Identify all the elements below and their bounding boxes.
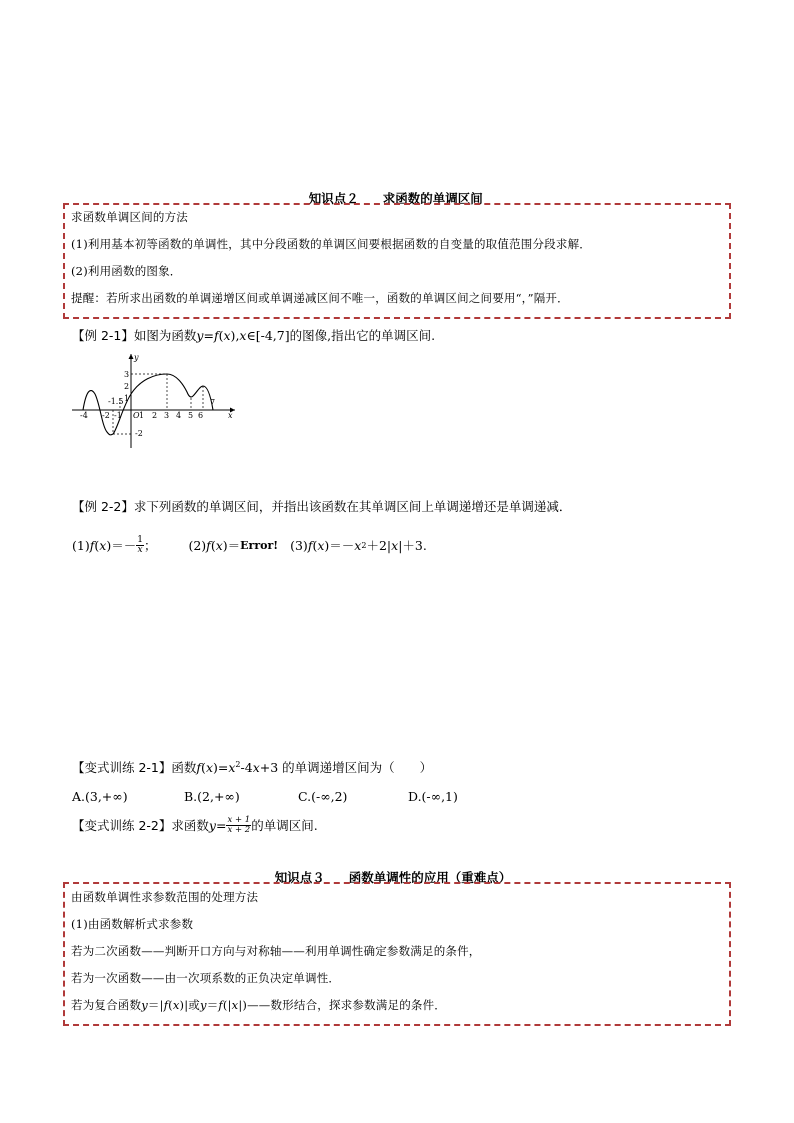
y-tick: 3 (124, 370, 130, 379)
y-axis-arrow (129, 354, 134, 359)
box-line: 求函数单调区间的方法 (71, 210, 188, 224)
x-tick: 7 (210, 398, 216, 407)
variant-tag: 【变式训练 2-1】 (72, 760, 172, 775)
x-tick: 1 (139, 411, 145, 420)
x-tick: 2 (152, 411, 158, 420)
x-tick: 5 (188, 411, 194, 420)
error-text: Error! (240, 538, 279, 552)
x-tick: 6 (198, 411, 204, 420)
y-tick: 2 (124, 382, 130, 391)
example-tag: 【例 2-2】 (72, 499, 134, 514)
y-axis-label: y (134, 353, 139, 362)
option-d[interactable]: D.(-∞,1) (408, 789, 458, 804)
box-line: 由函数单调性求参数范围的处理方法 (71, 890, 259, 904)
variant-2-1: 【变式训练 2-1】函数$f(x)=x^2-4x+3$ 的单调递增区间为（ ） (72, 759, 433, 775)
variant-tag: 【变式训练 2-2】 (72, 818, 172, 833)
box-line: (2)利用函数的图象． (71, 264, 182, 278)
y-tick: -2 (135, 429, 143, 438)
option-c[interactable]: C.(-∞,2) (298, 789, 348, 804)
fraction: $\frac{1}{x}$ (137, 534, 143, 555)
box-line: 若为复合函数y＝|f(x)|或y＝f(|x|)——数形结合，探求参数满足的条件． (71, 998, 446, 1012)
section-heading: 求函数的单调区间 (382, 191, 483, 206)
option-a[interactable]: A.(3,+∞) (72, 789, 128, 804)
section-number: 知识点２ (308, 191, 359, 206)
example-tag: 【例 2-1】 (72, 328, 134, 343)
y-tick: 1 (124, 394, 130, 403)
x-axis-label: x (228, 411, 233, 420)
x-tick: -4 (80, 411, 88, 420)
origin-label: O (133, 411, 140, 420)
section-number: 知识点３ (274, 870, 325, 885)
example-2-1: 【例 2-1】如图为函数y=f(x),x∈[-4,7]的图像,指出它的单调区间. (72, 328, 436, 343)
section-heading: 函数单调性的应用（重难点） (348, 870, 512, 885)
variant-2-2: 【变式训练 2-2】 求函数 y = $\frac{x + 1}{x + 2}$ 的单调区间. (72, 814, 318, 835)
x-tick: 4 (176, 411, 182, 420)
function-curve (83, 374, 216, 435)
option-b[interactable]: B.(2,+∞) (184, 789, 240, 804)
x-tick-neg-1-5: -1.5 (108, 397, 124, 406)
example-2-2-parts: (1) f ( x )＝－ $\frac{1}{x}$ ； (2) f ( x )＝ Error! (3) f ( x )＝－ x 2 ＋2| x |＋3. (72, 534, 427, 555)
fraction: $\frac{x + 1}{x + 2}$ (227, 814, 251, 835)
box-line: 若为二次函数——判断开口方向与对称轴——利用单调性确定参数满足的条件， (71, 944, 481, 958)
x-tick: -2 (102, 411, 110, 420)
x-tick: -1 (114, 411, 122, 420)
box-line: (1)利用基本初等函数的单调性，其中分段函数的单调区间要根据函数的自变量的取值范围分段求解． (71, 237, 591, 251)
box-line: (1)由函数解析式求参数 (71, 917, 194, 931)
example-2-2: 【例 2-2】求下列函数的单调区间，并指出该函数在其单调区间上单调递增还是单调递减． (72, 499, 572, 514)
box-line: 提醒：若所求出函数的单调递增区间或单调递减区间不唯一，函数的单调区间之间要用“，”隔开． (71, 291, 569, 305)
x-tick: 3 (164, 411, 170, 420)
function-graph (70, 350, 240, 450)
box-line: 若为一次函数——由一次项系数的正负决定单调性． (71, 971, 341, 985)
